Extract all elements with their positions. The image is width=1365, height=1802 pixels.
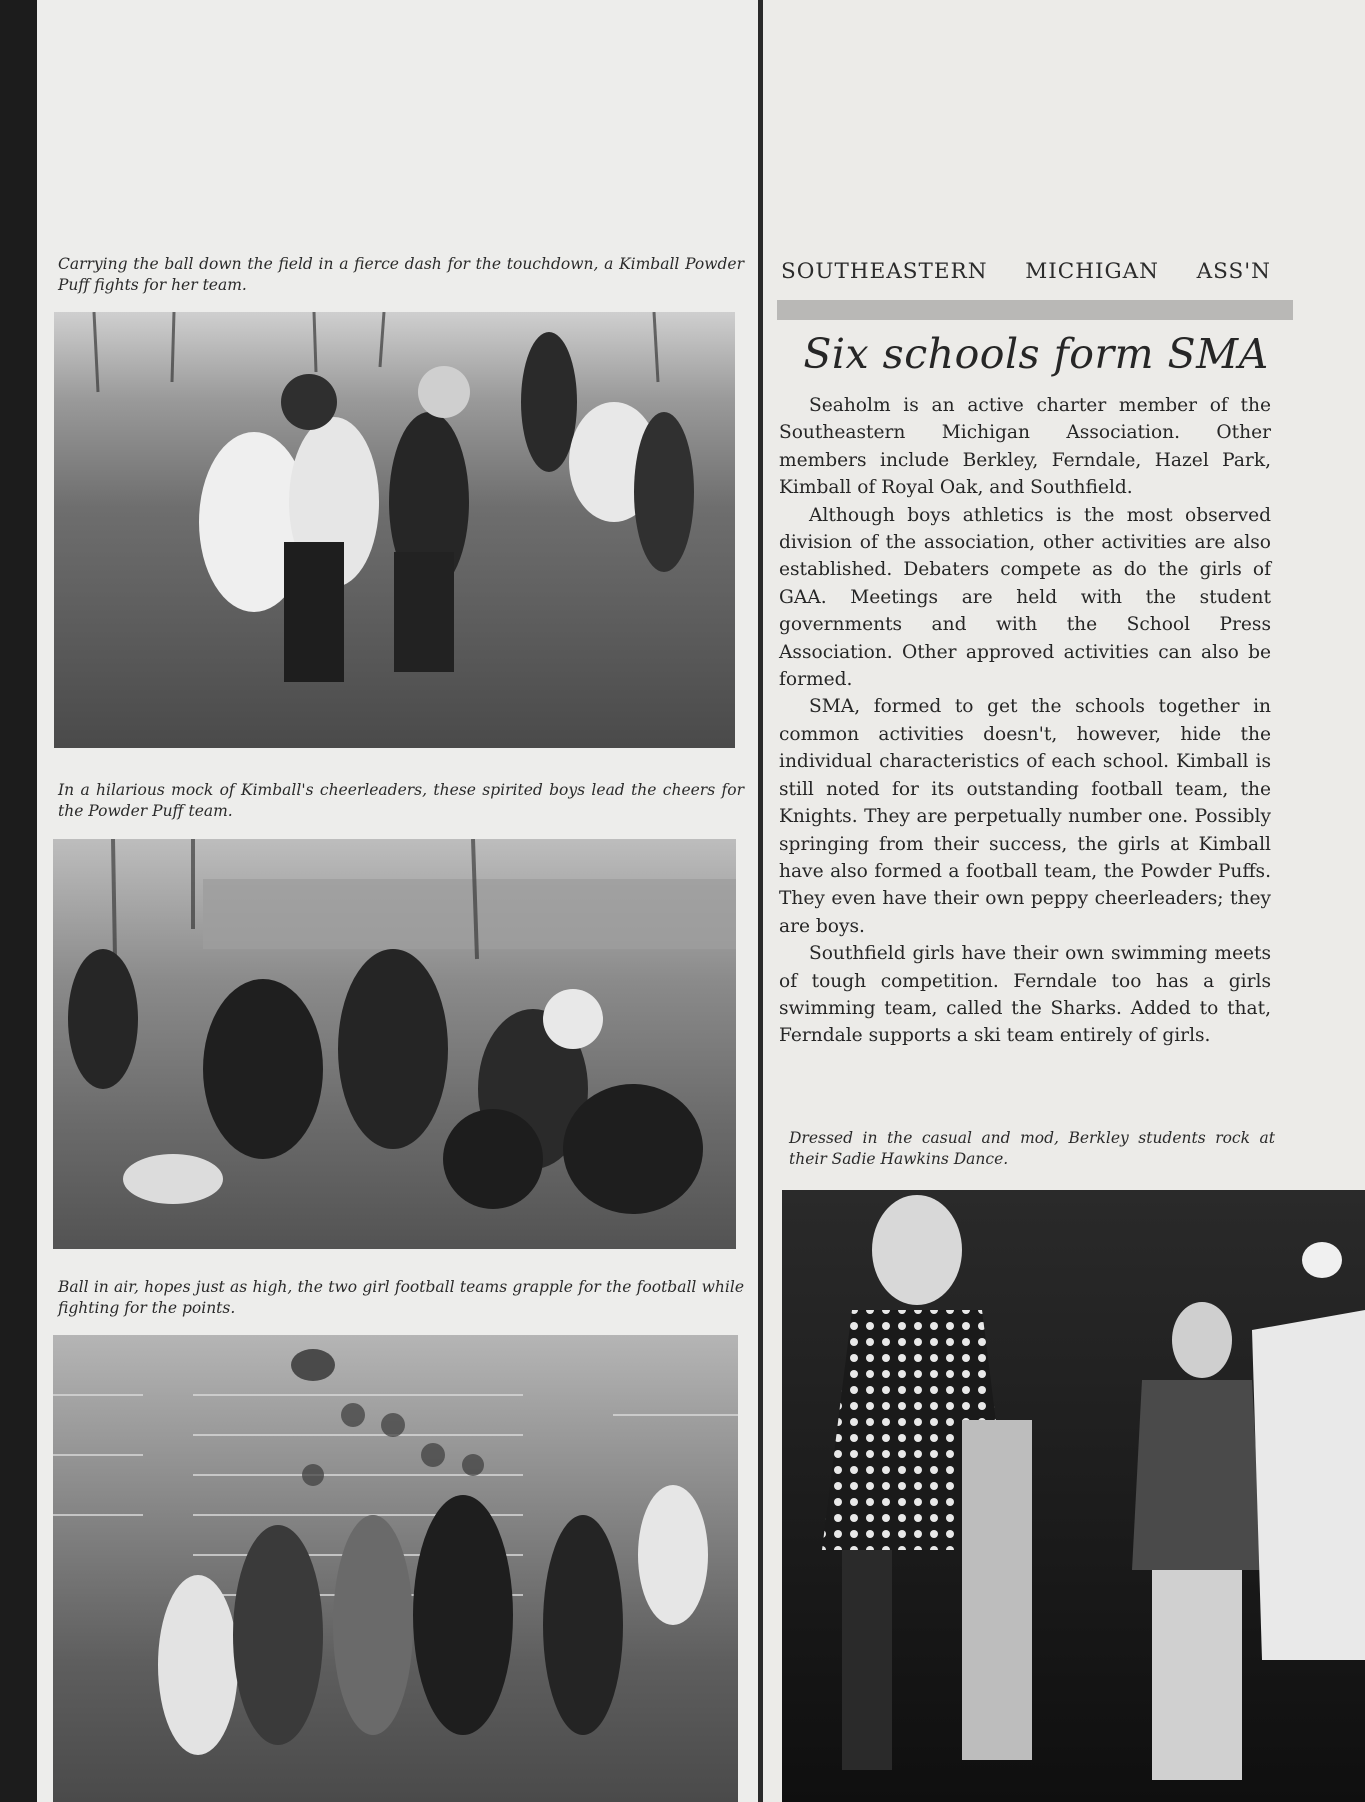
photo-ball-in-air (53, 1335, 738, 1802)
caption-sadie-hawkins: Dressed in the casual and mod, Berkley students rock at their Sadie Hawkins Dance. (789, 1129, 1275, 1168)
section-label-word: ASS'N (1196, 259, 1271, 284)
article-body (779, 392, 1271, 1050)
article-paragraph: SMA, formed to get the schools together in common activities doesn't, however, hide the individual characteristics of each school. Kimball is still noted for its outstanding football team, the Knights. They are perpetually number one. Possibly springing from their success, the girls at Kimball have also formed a football team, the Powder Puffs. They even have their own peppy cheerleaders; they are boys. (779, 696, 1271, 937)
caption-ball-in-air: Ball in air, hopes just as high, the two girl football teams grapple for the football while fighting for the points. (58, 1278, 744, 1317)
caption-boy-cheerleaders: In a hilarious mock of Kimball's cheerleaders, these spirited boys lead the cheers for the Powder Puff team. (58, 781, 744, 820)
article-paragraph: Southfield girls have their own swimming meets of tough competition. Ferndale too has a girls swimming team, called the Sharks. Added to that, Ferndale supports a ski team entirely of girls. (779, 943, 1271, 1047)
photo-sadie-hawkins-dance (782, 1190, 1365, 1802)
section-label (781, 259, 1271, 284)
article-headline: Six schools form SMA (803, 330, 1269, 378)
section-label-word: SOUTHEASTERN (781, 259, 988, 284)
section-divider-bar (777, 300, 1293, 320)
article-paragraph: Seaholm is an active charter member of the Southeastern Michigan Association. Other members include Berkley, Ferndale, Hazel Park, Kimball of Royal Oak, and Southfield. (779, 395, 1271, 499)
photo-powder-puff-runner (54, 312, 735, 748)
section-label-word: MICHIGAN (1025, 259, 1159, 284)
photo-boy-cheerleaders (53, 839, 736, 1249)
caption-powder-puff-runner: Carrying the ball down the field in a fierce dash for the touchdown, a Kimball Powder Puff fights for her team. (58, 255, 744, 294)
article-paragraph: Although boys athletics is the most observed division of the association, other activities are also established. Debaters compete as do the girls of GAA. Meetings are held with the student governments and with the School Press Association. Other approved activities can also be formed. (779, 504, 1271, 691)
